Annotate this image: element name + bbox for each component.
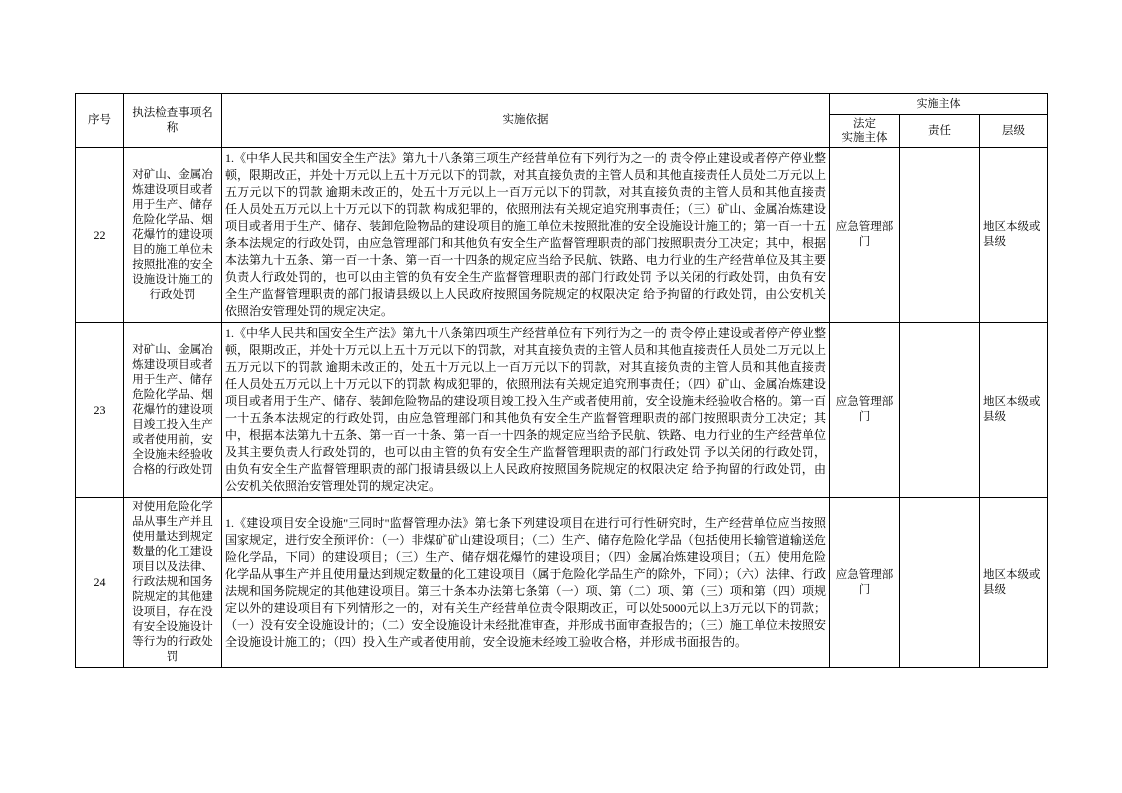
header-cell-legal-subject <box>830 115 900 148</box>
cell-level: 地区本级或县级 <box>980 323 1048 498</box>
cell-basis: 1.《中华人民共和国安全生产法》第九十八条第四项生产经营单位有下列行为之一的 责令停止建设或者停产停业整顿，限期改正，并处十万元以上五十万元以下的罚款，对其直接负责的主管人员和其他直接责任人员处二万元以上五万元以下的罚款 逾期未改正的，处五十万元以上一百万元以下的罚款，对其直接负责的主管人员和其他直接责任人员处五万元以上十万元以下的罚款 构成犯罪的，依照刑法有关规定追究刑事责任；（四）矿山、金属冶炼建设项目或者用于生产、储存、装卸危险物品的建设项目竣工投入生产或者使用前，安全设施未经验收合格的。第一百一十五条本法规定的行政处罚，由应急管理部门和其他负有安全生产监督管理职责的部门按照职责分工决定；其中，根据本法第九十五条、第一百一十条、第一百一十四条的规定应当给予民航、铁路、电力行业的生产经营单位及其主要负责人行政处罚的，也可以由主管的负有安全生产监督管理职责的部门行政处罚 予以关闭的行政处罚，由负有安全生产监督管理职责的部门报请县级以上人民政府按照国务院规定的权限决定 给予拘留的行政处罚，由公安机关依照治安管理处罚的规定决定。 <box>222 323 830 498</box>
enforcement-items-table <box>75 93 1048 668</box>
header-label-seq: 序号 <box>88 114 111 126</box>
header-label-duty: 责任 <box>928 124 951 137</box>
cell-legal-subject: 应急管理部门 <box>830 323 900 498</box>
cell-seq: 23 <box>76 323 124 498</box>
header-cell-duty <box>900 115 980 148</box>
table-header-row-top <box>76 94 1048 115</box>
cell-duty <box>900 498 980 668</box>
cell-seq: 24 <box>76 498 124 668</box>
header-cell-seq <box>76 94 124 148</box>
header-label-item: 执法检查事项名称 <box>132 106 213 134</box>
header-label-level: 层级 <box>1002 124 1025 137</box>
header-cell-subject-group <box>830 94 1048 115</box>
table-row <box>76 148 1048 323</box>
header-cell-level <box>980 115 1048 148</box>
header-label-legal-subject-line1: 法定 <box>853 118 876 130</box>
cell-legal-subject: 应急管理部门 <box>830 498 900 668</box>
table-row <box>76 323 1048 498</box>
cell-item-name: 对矿山、金属冶炼建设项目或者用于生产、储存危险化学品、烟花爆竹的建设项目竣工投入生产或者使用前，安全设施未经验收合格的行政处罚 <box>124 323 222 498</box>
cell-basis: 1.《中华人民共和国安全生产法》第九十八条第三项生产经营单位有下列行为之一的 责令停止建设或者停产停业整顿，限期改正，并处十万元以上五十万元以下的罚款，对其直接负责的主管人员和其他直接责任人员处二万元以上五万元以下的罚款 逾期未改正的，处五十万元以上一百万元以下的罚款，对其直接负责的主管人员和其他直接责任人员处五万元以上十万元以下的罚款 构成犯罪的，依照刑法有关规定追究刑事责任；（三）矿山、金属冶炼建设项目或者用于生产、储存、装卸危险物品的建设项目的施工单位未按照批准的安全设施设计施工的；第一百一十五条本法规定的行政处罚，由应急管理部门和其他负有安全生产监督管理职责的部门按照职责分工决定；其中，根据本法第九十五条、第一百一十条、第一百一十四条的规定应当给予民航、铁路、电力行业的生产经营单位及其主要负责人行政处罚的，也可以由主管的负有安全生产监督管理职责的部门行政处罚 予以关闭的行政处罚，由负有安全生产监督管理职责的部门报请县级以上人民政府按照国务院规定的权限决定 给予拘留的行政处罚，由公安机关依照治安管理处罚的规定决定。 <box>222 148 830 323</box>
header-cell-item <box>124 94 222 148</box>
cell-duty <box>900 148 980 323</box>
cell-legal-subject: 应急管理部门 <box>830 148 900 323</box>
header-cell-basis <box>222 94 830 148</box>
header-label-subject-group: 实施主体 <box>916 98 961 110</box>
cell-basis: 1.《建设项目安全设施"三同时"监督管理办法》第七条下列建设项目在进行可行性研究时，生产经营单位应当按照国家规定，进行安全预评价：（一）非煤矿矿山建设项目；（二）生产、储存危险化学品（包括使用长输管道输送危险化学品，下同）的建设项目；（三）生产、储存烟花爆竹的建设项目；（四）金属冶炼建设项目；（五）使用危险化学品从事生产并且使用量达到规定数量的化工建设项目（属于危险化学品生产的除外，下同）；（六）法律、行政法规和国务院规定的其他建设项目。第三十条本办法第七条第（一）项、第（二）项、第（三）项和第（四）项规定以外的建设项目有下列情形之一的，对有关生产经营单位责令限期改正，可以处5000元以上3万元以下的罚款；（一）没有安全设施设计的；（二）安全设施设计未经批准审查，并形成书面审查报告的；（三）施工单位未按照安全设施设计施工的；（四）投入生产或者使用前，安全设施未经竣工验收合格，并形成书面报告的。 <box>222 498 830 668</box>
cell-item-name: 对矿山、金属冶炼建设项目或者用于生产、储存危险化学品、烟花爆竹的建设项目的施工单位未按照批准的安全设施设计施工的行政处罚 <box>124 148 222 323</box>
cell-duty <box>900 323 980 498</box>
cell-level: 地区本级或县级 <box>980 148 1048 323</box>
cell-level: 地区本级或县级 <box>980 498 1048 668</box>
cell-item-name: 对使用危险化学品从事生产并且使用量达到规定数量的化工建设项目以及法律、行政法规和国务院规定的其他建设项目，存在没有安全设施设计等行为的行政处罚 <box>124 498 222 668</box>
table-row <box>76 498 1048 668</box>
cell-seq: 22 <box>76 148 124 323</box>
header-label-basis: 实施依据 <box>502 114 549 126</box>
header-label-legal-subject-line2: 实施主体 <box>841 132 888 144</box>
